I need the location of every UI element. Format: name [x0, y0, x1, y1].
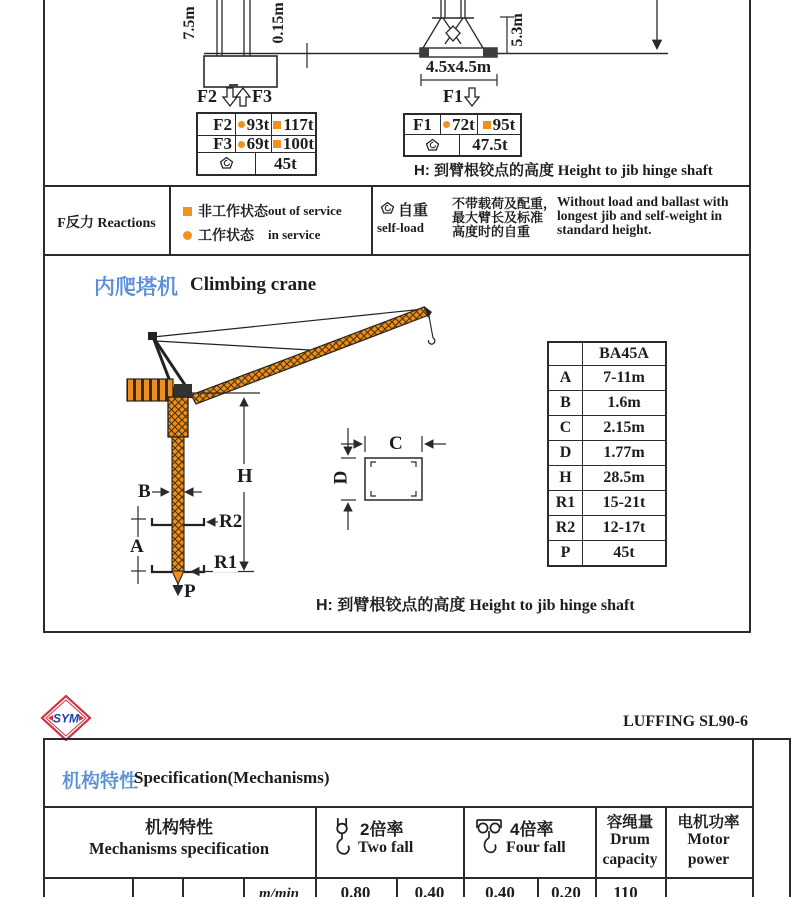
out-of-service-zh: 非工作状态	[198, 203, 268, 219]
motor-en2: power	[687, 851, 730, 868]
self-load-desc-zh-1: 不带载荷及配重，	[452, 196, 557, 211]
table-cell	[549, 516, 582, 540]
page2-right-border	[789, 740, 791, 897]
table-cell	[549, 466, 582, 490]
spec-unit-cell: m/min	[258, 886, 299, 897]
label-R1: R1	[214, 552, 238, 573]
self-load-desc-zh-3: 高度时的自重	[452, 224, 531, 239]
table-row	[549, 515, 665, 540]
spec-table-right-border	[752, 738, 754, 897]
in-service-dot-icon	[443, 121, 450, 128]
in-service-dot-icon	[183, 231, 192, 240]
base-size-label: 4.5x4.5m	[425, 57, 492, 76]
mechanisms-title-en: Specification(Mechanisms)	[134, 768, 330, 787]
table-cell	[582, 343, 665, 365]
self-load-desc-zh-2: 最大臂长及标准	[452, 210, 544, 225]
four-fall-hook-icon	[472, 817, 506, 865]
in-service-en: in service	[268, 227, 321, 242]
two-fall-en: Two fall	[358, 839, 414, 856]
climbing-title-en: Climbing crane	[190, 274, 317, 295]
cross-base-structure	[423, 0, 483, 48]
tower-mast	[172, 437, 184, 571]
table-cell	[405, 135, 459, 155]
table-cell	[582, 491, 665, 515]
spec-sub-divider-2	[182, 877, 184, 897]
table-cell-text: 7-11m	[603, 369, 645, 386]
dim-depth-label: 7.5m	[181, 6, 198, 40]
two-fall-hook-icon	[330, 817, 354, 865]
f2-f3-reactions-table	[196, 112, 317, 176]
table-cell	[255, 153, 315, 174]
out-of-service-square-icon	[483, 121, 491, 129]
model-title: LUFFING SL90-6	[623, 713, 748, 730]
table-cell-text: 100t	[282, 134, 315, 153]
jib-hinge-note-top	[414, 159, 713, 180]
table-cell-text: 2.15m	[603, 419, 645, 436]
table-cell-text: 28.5m	[603, 469, 645, 486]
in-service-dot-icon	[238, 121, 245, 128]
f3-up-arrow-icon	[236, 88, 250, 106]
label-P: P	[184, 581, 196, 602]
table-cell	[198, 153, 255, 174]
self-load-zh: 自重	[398, 202, 429, 219]
legend-divider-1	[169, 185, 171, 254]
spec-col1-zh: 机构特性	[145, 818, 213, 837]
pendant-cable-mid	[156, 341, 310, 350]
f1-label: F1	[443, 86, 463, 106]
section-title-divider	[43, 806, 752, 808]
table-cell	[440, 115, 477, 134]
table-cell	[549, 343, 582, 365]
dim-slab-label: 0.15m	[270, 2, 287, 44]
self-load-en: self-load	[377, 220, 424, 235]
table-cell	[582, 541, 665, 565]
label-R2: R2	[219, 511, 243, 532]
table-row	[198, 135, 315, 152]
table-row	[549, 343, 665, 365]
table-row	[549, 390, 665, 415]
table-cell-text: H	[559, 469, 572, 486]
drum-en2: capacity	[602, 851, 658, 868]
base-beam-right-cap	[483, 48, 497, 57]
table-cell-text: F2	[213, 114, 232, 134]
table-cell	[271, 136, 315, 152]
hook	[428, 338, 434, 344]
jib-hinge-note-top-en: Height to jib hinge shaft	[554, 163, 713, 179]
table-cell	[405, 115, 440, 134]
table-row	[405, 115, 520, 134]
two-fall-zh: 2倍率	[360, 820, 404, 839]
table-cell-text: F3	[213, 134, 232, 153]
table-row	[198, 114, 315, 135]
self-load-desc-en-2: longest jib and self-weight in	[557, 208, 723, 223]
spec-value-3: 0.40	[485, 883, 515, 897]
table-cell	[271, 114, 315, 135]
f3-label: F3	[252, 86, 272, 106]
table-cell	[549, 366, 582, 390]
out-of-service-square-icon	[273, 121, 281, 129]
table-cell	[582, 516, 665, 540]
table-cell-text: BA45A	[599, 345, 649, 362]
f2-down-arrow-icon	[223, 88, 237, 106]
spec-value-1: 0.80	[340, 883, 371, 897]
label-D: D	[330, 470, 352, 485]
table-cell-text: 47.5t	[472, 135, 508, 154]
table-cell	[198, 114, 235, 135]
table-cell	[235, 114, 271, 135]
table-cell-text: F1	[413, 114, 432, 134]
self-load-hook-icon	[218, 156, 235, 171]
base-beam-left-cap	[420, 48, 429, 57]
label-H: H	[237, 465, 253, 487]
self-load-hook-icon	[379, 201, 396, 216]
sym-logo-text: SYM	[52, 711, 80, 726]
spec-value-5: 110	[613, 883, 638, 897]
table-row	[405, 134, 520, 155]
in-service-dot-icon	[238, 141, 245, 148]
table-cell	[235, 136, 271, 152]
table-cell	[582, 391, 665, 415]
jib-hinge-note-bottom	[316, 592, 635, 615]
foundation-joint-mark	[229, 84, 238, 87]
table-cell-text: 72t	[452, 114, 475, 134]
table-row	[549, 440, 665, 465]
spec-sub-divider-1	[132, 877, 134, 897]
spec-col1-en: Mechanisms specification	[88, 839, 270, 858]
table-cell-text: 93t	[246, 114, 270, 134]
spec-value-2: 0.40	[414, 883, 445, 897]
climbing-title-zh: 内爬塔机	[94, 276, 178, 299]
a-frame-apex	[148, 332, 157, 340]
self-load-hook-icon	[424, 138, 441, 153]
table-cell-text: 45t	[613, 544, 635, 561]
table-row	[198, 152, 315, 174]
motor-en1: Motor	[687, 831, 730, 848]
label-B: B	[138, 481, 151, 502]
in-service-zh: 工作状态	[198, 227, 254, 243]
counterweight-block	[127, 379, 173, 401]
page2-top-border	[43, 738, 791, 740]
machinery-block	[174, 384, 192, 397]
table-cell	[549, 491, 582, 515]
table-cell	[198, 136, 235, 152]
table-cell-text: B	[560, 394, 571, 411]
f1-reactions-table	[403, 113, 522, 157]
table-cell-text: 1.77m	[603, 444, 645, 461]
table-cell-text: 1.6m	[607, 394, 641, 411]
out-of-service-square-icon	[273, 140, 281, 148]
f1-down-arrow-icon	[465, 88, 479, 106]
self-load-desc-en-1: Without load and ballast with	[557, 194, 729, 209]
table-row	[549, 415, 665, 440]
table-cell	[549, 441, 582, 465]
out-of-service-square-icon	[183, 207, 192, 216]
table-row	[549, 490, 665, 515]
table-cell-text: 45t	[274, 153, 297, 173]
table-cell	[549, 541, 582, 565]
table-cell	[477, 115, 520, 134]
jib-hinge-note-bottom-en: Height to jib hinge shaft	[465, 597, 635, 614]
table-cell	[549, 416, 582, 440]
table-cell-text: 15-21t	[602, 494, 646, 511]
label-C: C	[389, 433, 403, 454]
table-cell-text: D	[559, 444, 572, 461]
table-cell	[582, 466, 665, 490]
table-cell	[459, 135, 520, 155]
tower-top-section	[168, 397, 188, 437]
dim-base-height-label: 5.3m	[509, 13, 526, 47]
foundation-block	[204, 56, 277, 87]
ba45a-dimensions-table	[547, 341, 667, 567]
table-row	[549, 465, 665, 490]
f2-label: F2	[197, 86, 217, 106]
luffing-jib	[191, 307, 429, 404]
table-cell	[549, 391, 582, 415]
reactions-legend-label: F反力 Reactions	[57, 216, 156, 231]
four-fall-zh: 4倍率	[510, 820, 554, 839]
mechanisms-title-zh: 机构特性	[62, 771, 139, 792]
table-row	[549, 365, 665, 390]
spec-value-4: 0.20	[551, 883, 581, 897]
table-cell-text: R2	[555, 519, 576, 536]
table-row	[549, 540, 665, 565]
self-load-desc-en-3: standard height.	[557, 222, 652, 237]
table-cell-text: A	[559, 369, 572, 386]
table-cell-text: P	[560, 544, 571, 561]
sym-logo	[40, 695, 92, 743]
table-cell-text: R1	[555, 494, 576, 511]
table-cell-text: 117t	[283, 114, 314, 134]
table-cell-text: C	[559, 419, 572, 436]
table-cell	[582, 366, 665, 390]
table-cell-text: 12-17t	[602, 519, 646, 536]
motor-zh: 电机功率	[677, 814, 740, 831]
hoist-rope	[429, 316, 433, 338]
table-cell	[582, 416, 665, 440]
jib-hinge-note-top-zh: H: 到臂根铰点的高度	[414, 162, 554, 179]
table-cell-text: 69t	[246, 134, 270, 153]
table-cell	[582, 441, 665, 465]
drum-zh: 容绳量	[606, 814, 654, 831]
out-of-service-en: out of service	[268, 203, 342, 218]
four-fall-en: Four fall	[506, 839, 566, 856]
legend-divider-2	[371, 185, 373, 254]
table-cell-text: 95t	[492, 114, 516, 134]
jib-hinge-note-bottom-zh: H: 到臂根铰点的高度	[316, 597, 466, 614]
label-A: A	[130, 536, 144, 557]
drum-en1: Drum	[610, 831, 650, 848]
